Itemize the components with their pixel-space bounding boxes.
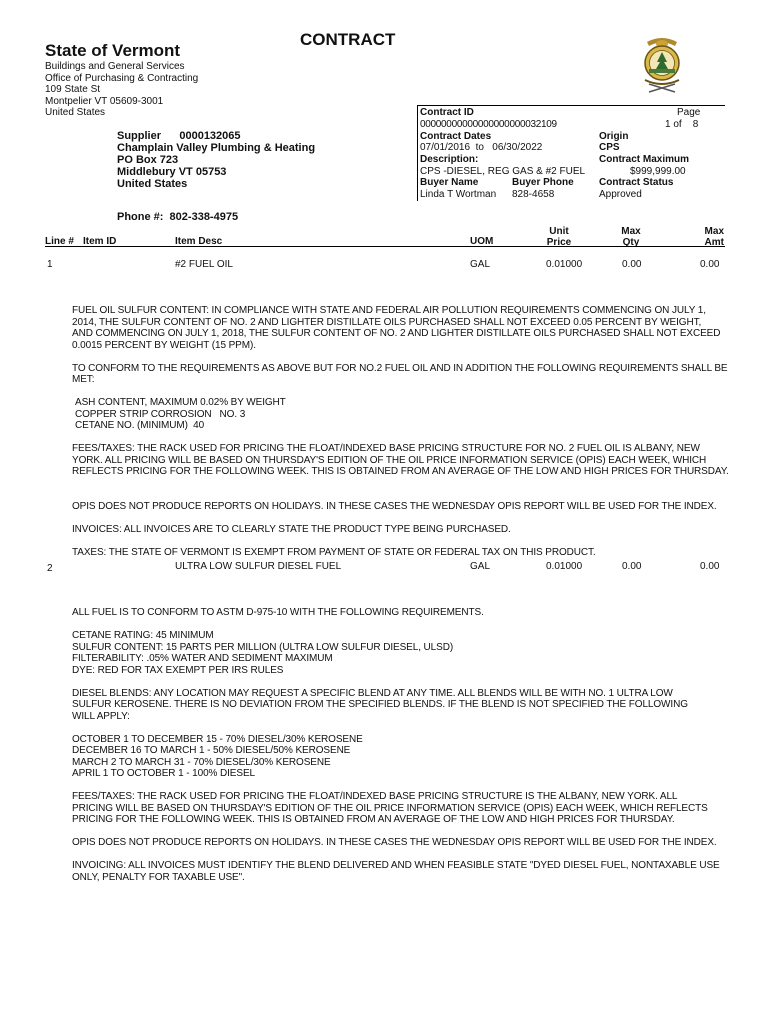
address-line: Buildings and General Services	[45, 61, 185, 72]
description-value: CPS -DIESEL, REG GAS & #2 FUEL	[420, 166, 586, 177]
terms-line: SULFUR CONTENT: 15 PARTS PER MILLION (ULTRA LOW SULFUR DIESEL, ULSD)	[72, 641, 454, 653]
terms-line: OPIS DOES NOT PRODUCE REPORTS ON HOLIDAYS. IN THESE CASES THE WEDNESDAY OPIS REPORT WILL BE USED FOR THE INDEX.	[72, 837, 717, 848]
supplier-country: United States	[117, 178, 188, 190]
line-max-qty: 0.00	[622, 259, 642, 270]
supplier-id: Supplier 0000132065	[117, 130, 241, 142]
supplier-phone: Phone #: 802-338-4975	[117, 211, 239, 223]
buyer-name-value: Linda T Wortman	[420, 189, 497, 200]
contract-status-label: Contract Status	[599, 177, 674, 188]
terms-line: 0.0015 PERCENT BY WEIGHT (15 PPM).	[72, 339, 256, 351]
origin-value: CPS	[599, 142, 620, 153]
contract-status-value: Approved	[599, 189, 642, 200]
terms-line: OCTOBER 1 TO DECEMBER 15 - 70% DIESEL/30% KEROSENE	[72, 733, 363, 745]
line-number: 2	[47, 563, 53, 574]
terms-line: INVOICING: ALL INVOICES MUST IDENTIFY THE BLEND DELIVERED AND WHEN FEASIBLE STATE "DYED DIESEL FUEL, NONTAXABLE USE	[72, 860, 720, 871]
line-max-amt: 0.00	[700, 561, 720, 572]
col-item-desc: Item Desc	[175, 236, 223, 247]
line-2-terms	[72, 607, 752, 883]
buyer-name-label: Buyer Name	[420, 177, 479, 188]
terms-line: CETANE RATING: 45 MINIMUM	[72, 630, 214, 641]
terms-line: CETANE NO. (MINIMUM) 40	[75, 420, 205, 431]
terms-line: FEES/TAXES: THE RACK USED FOR PRICING THE FLOAT/INDEXED BASE PRICING STRUCTURE IS THE ALBANY, NEW YORK. ALL	[72, 791, 678, 802]
line-max-amt: 0.00	[700, 259, 720, 270]
terms-line: ALL FUEL IS TO CONFORM TO ASTM D-975-10 WITH THE FOLLOWING REQUIREMENTS.	[72, 607, 484, 618]
terms-line: WILL APPLY:	[72, 710, 130, 722]
terms-line: MET:	[72, 374, 95, 385]
line-desc: ULTRA LOW SULFUR DIESEL FUEL	[175, 561, 342, 572]
supplier-block	[117, 130, 315, 190]
terms-line: OPIS DOES NOT PRODUCE REPORTS ON HOLIDAYS. IN THESE CASES THE WEDNESDAY OPIS REPORT WILL BE USED FOR THE INDEX.	[72, 500, 717, 512]
col-item-id: Item ID	[83, 236, 117, 247]
terms-line: DIESEL BLENDS: ANY LOCATION MAY REQUEST A SPECIFIC BLEND AT ANY TIME. ALL BLENDS WILL BE WITH NO. 1 ULTRA LOW	[72, 687, 673, 699]
line-1-terms	[72, 305, 752, 558]
line-unit-price: 0.01000	[546, 259, 583, 270]
address-line: Montpelier VT 05609-3001	[45, 95, 164, 107]
buyer-phone-value: 828-4658	[512, 189, 555, 200]
address-line: Office of Purchasing & Contracting	[45, 72, 199, 84]
terms-line: TAXES: THE STATE OF VERMONT IS EXEMPT FROM PAYMENT OF STATE OR FEDERAL TAX ON THIS PRODUCT.	[72, 546, 596, 558]
contract-maximum-value: $999,999.00	[630, 166, 686, 177]
supplier-name: Champlain Valley Plumbing & Heating	[117, 142, 316, 154]
line-uom: GAL	[470, 259, 491, 270]
address-line: United States	[45, 107, 106, 119]
line-max-qty: 0.00	[622, 561, 642, 572]
header-rule	[45, 246, 725, 247]
address-line: 109 State St	[45, 84, 101, 96]
col-uom: UOM	[470, 236, 494, 247]
terms-line: SULFUR KEROSENE. THERE IS NO DEVIATION FROM THE SPECIFIED BLENDS. IF THE BLEND IS NOT SPECIFIED THE FOLLOWING	[72, 699, 688, 710]
contract-maximum-label: Contract Maximum	[599, 154, 690, 165]
terms-line: APRIL 1 TO OCTOBER 1 - 100% DIESEL	[72, 768, 255, 779]
col-unit-price: Unit Price	[546, 226, 572, 248]
line-desc: #2 FUEL OIL	[175, 259, 233, 270]
terms-line: ASH CONTENT, MAXIMUM 0.02% BY WEIGHT	[75, 397, 286, 408]
terms-line: FILTERABILITY: .05% WATER AND SEDIMENT MAXIMUM	[72, 653, 333, 664]
vermont-seal-icon	[637, 36, 687, 94]
terms-line: PRICING FOR THE FOLLOWING WEEK. THIS IS OBTAINED FROM AN AVERAGE OF THE LOW AND HIGH PRICES FOR THURSDAY.	[72, 814, 675, 825]
terms-line: REFLECTS PRICING FOR THE FOLLOWING WEEK. THIS IS OBTAINED FROM AN AVERAGE OF THE LOW AND HIGH PRICES FOR THURSDAY.	[72, 466, 729, 477]
state-title: State of Vermont	[45, 41, 181, 60]
origin-label: Origin	[599, 131, 629, 142]
terms-line: TO CONFORM TO THE REQUIREMENTS AS ABOVE BUT FOR NO.2 FUEL OIL AND IN ADDITION THE FOLLOWING REQUIREMENTS SHALL BE	[72, 362, 728, 374]
terms-line: COPPER STRIP CORROSION NO. 3	[75, 408, 246, 420]
terms-line: FEES/TAXES: THE RACK USED FOR PRICING THE FLOAT/INDEXED BASE PRICING STRUCTURE FOR NO. 2 FUEL OIL IS ALBANY, NEW	[72, 443, 700, 454]
supplier-address: PO Box 723	[117, 154, 179, 166]
col-max-amt: Max Amt	[704, 226, 724, 248]
terms-line: FUEL OIL SULFUR CONTENT: IN COMPLIANCE WITH STATE AND FEDERAL AIR POLLUTION REQUIREMENTS COMMENCING ON JULY 1,	[72, 305, 706, 316]
contract-dates-value: 07/01/2016 to 06/30/2022	[420, 142, 543, 153]
page-value: 1 of 8	[665, 119, 699, 130]
line-unit-price: 0.01000	[546, 561, 583, 572]
page-label: Page	[677, 107, 701, 118]
col-max-qty: Max Qty	[621, 226, 641, 248]
contract-dates-label: Contract Dates	[420, 131, 492, 142]
col-line: Line #	[45, 236, 74, 247]
supplier-city: Middlebury VT 05753	[117, 166, 227, 178]
line-uom: GAL	[470, 561, 491, 572]
terms-line: ONLY, PENALTY FOR TAXABLE USE".	[72, 871, 245, 883]
contract-id-value: 00000000000000000000032109	[420, 119, 557, 130]
terms-line: MARCH 2 TO MARCH 31 - 70% DIESEL/30% KEROSENE	[72, 756, 331, 768]
terms-line: 2014, THE SULFUR CONTENT OF NO. 2 AND LIGHTER DISTILLATE OILS PURCHASED SHALL NOT EXCEED 0.05 PERCENT BY WEIGHT,	[72, 316, 702, 328]
terms-line: YORK. ALL PRICING WILL BE BASED ON THURSDAY'S EDITION OF THE OIL PRICE INFORMATION SERVICE (OPIS) EACH WEEK, WHICH	[72, 454, 707, 466]
document-title: CONTRACT	[300, 30, 396, 49]
terms-line: INVOICES: ALL INVOICES ARE TO CLEARLY STATE THE PRODUCT TYPE BEING PURCHASED.	[72, 523, 511, 535]
terms-line: AND COMMENCING ON JULY 1, 2018, THE SULFUR CONTENT OF NO. 2 AND LIGHTER DISTILLATE OILS PURCHASED SHALL NOT EXCEED	[72, 328, 721, 339]
terms-line: DECEMBER 16 TO MARCH 1 - 50% DIESEL/50% KEROSENE	[72, 745, 351, 756]
description-label: Description:	[420, 154, 479, 165]
contract-id-label: Contract ID	[420, 107, 474, 118]
terms-line: DYE: RED FOR TAX EXEMPT PER IRS RULES	[72, 664, 284, 676]
terms-line: PRICING WILL BE BASED ON THURSDAY'S EDITION OF THE OIL PRICE INFORMATION SERVICE (OPIS) EACH WEEK, WHICH REFLECTS	[72, 802, 708, 814]
line-number: 1	[47, 259, 53, 270]
issuer-address	[45, 61, 198, 119]
buyer-phone-label: Buyer Phone	[512, 177, 574, 188]
